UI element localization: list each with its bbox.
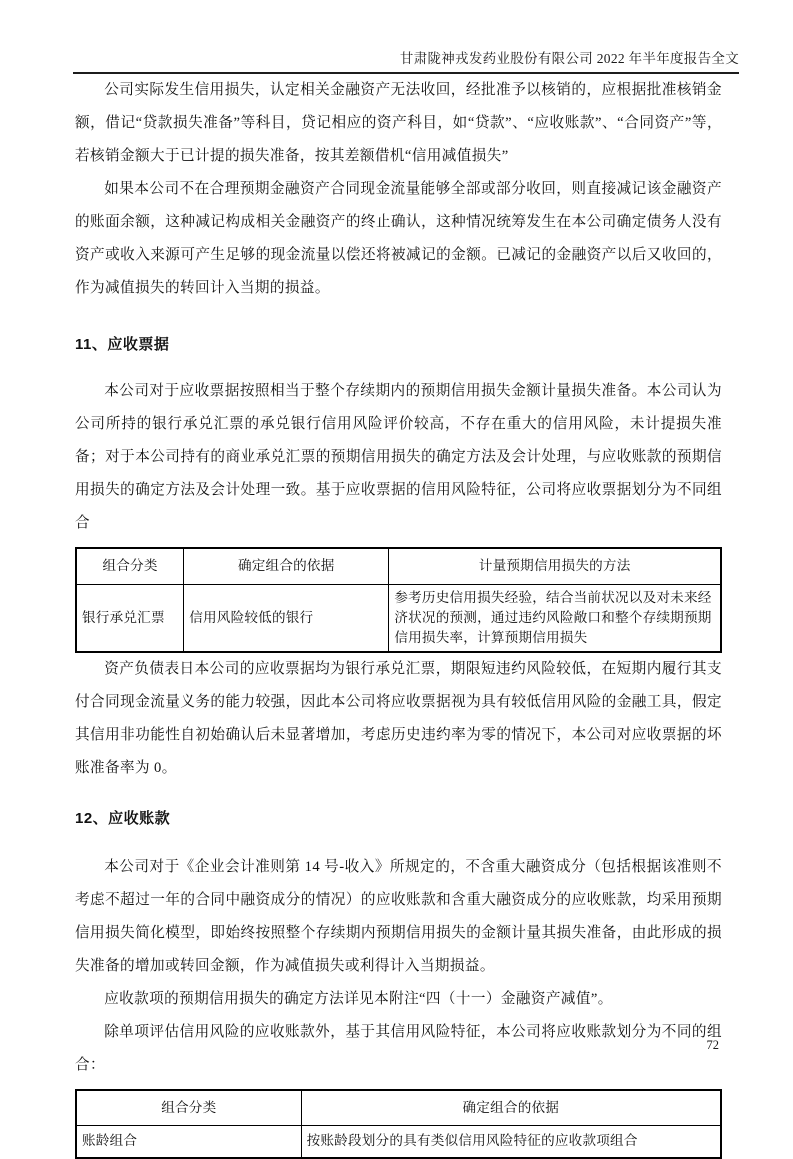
document-content (0, 74, 793, 1159)
report-title: 甘肃陇神戎发药业股份有限公司 2022 年半年度报告全文 (399, 51, 739, 66)
table-row (76, 1126, 721, 1158)
cell-portfolio-category: 账龄组合 (76, 1126, 301, 1158)
section-11-paragraph-2: 资产负债表日本公司的应收票据均为银行承兑汇票，期限短违约风险较低，在短期内履行其支付合同现金流量义务的能力较强，因此本公司将应收票据视为具有较低信用风险的金融工具，假定其信用非功能性自初始确认后未显著增加，考虑历史违约率为零的情况下，本公司对应收票据的坏账准备率为 0。 (75, 660, 722, 776)
intro-paragraph-1: 公司实际发生信用损失，认定相关金融资产无法收回，经批准予以核销的，应根据批准核销金额，借记“贷款损失准备”等科目，贷记相应的资产科目，如“贷款”、“应收账款”、“合同资产”等，若核销金额大于已计提的损失准备，按其差额借机“信用减值损失” (75, 82, 722, 164)
section-11-paragraph-1: 本公司对于应收票据按照相当于整个存续期内的预期信用损失金额计量损失准备。本公司认为公司所持的银行承兑汇票的承兑银行信用风险评价较高，不存在重大的信用风险，未计提损失准备；对于本公司持有的商业承兑汇票的预期信用损失的确定方法及会计处理，与应收账款的预期信用损失的确定方法及会计处理一致。基于应收票据的信用风险特征，公司将应收票据划分为不同组合 (75, 383, 722, 531)
cell-ecl-method: 参考历史信用损失经验，结合当前状况以及对未来经济状况的预测，通过违约风险敞口和整个存续期预期信用损失率，计算预期信用损失 (389, 584, 721, 652)
page-number: 72 (706, 1038, 719, 1052)
column-header-ecl-method: 计量预期信用损失的方法 (389, 548, 721, 584)
section-12-paragraph-3: 除单项评估信用风险的应收账款外，基于其信用风险特征，本公司将应收账款划分为不同的组合： (75, 1023, 722, 1073)
cell-portfolio-category: 银行承兑汇票 (76, 584, 184, 652)
section-12-paragraph-1: 本公司对于《企业会计准则第 14 号-收入》所规定的，不含重大融资成分（包括根据该准则不考虑不超过一年的合同中融资成分的情况）的应收账款和含重大融资成分的应收账款，均采用预期信用损失简化模型，即始终按照整个存续期内预期信用损失的金额计量其损失准备，由此形成的损失准备的增加或转回金额，作为减值损失或利得计入当期损益。 (75, 858, 722, 974)
column-header-portfolio-basis: 确定组合的依据 (184, 548, 389, 584)
section-12-heading: 12、应收账款 (75, 809, 171, 827)
notes-receivable-portfolio-table (75, 547, 722, 653)
table-header-row (76, 548, 721, 584)
section-11-heading: 11、应收票据 (75, 336, 170, 353)
cell-portfolio-basis: 按账龄段划分的具有类似信用风险特征的应收款项组合 (301, 1126, 721, 1158)
column-header-portfolio-category: 组合分类 (76, 1090, 301, 1126)
cell-portfolio-basis: 信用风险较低的银行 (184, 584, 389, 652)
section-12-paragraph-2: 应收款项的预期信用损失的确定方法详见本附注“四（十一）金融资产减值”。 (104, 990, 613, 1007)
table-header-row (76, 1090, 721, 1126)
column-header-portfolio-basis: 确定组合的依据 (301, 1090, 721, 1126)
intro-paragraph-2: 如果本公司不在合理预期金融资产合同现金流量能够全部或部分收回，则直接减记该金融资产的账面余额，这种减记构成相关金融资产的终止确认，这种情况统筹发生在本公司确定债务人没有资产或收入来源可产生足够的现金流量以偿还将被减记的金额。已减记的金融资产以后又收回的，作为减值损失的转回计入当期的损益。 (75, 181, 722, 296)
column-header-portfolio-category: 组合分类 (76, 548, 184, 584)
accounts-receivable-portfolio-table (75, 1089, 722, 1159)
table-row (76, 584, 721, 652)
page-footer (707, 1036, 720, 1054)
page-header (73, 0, 739, 74)
